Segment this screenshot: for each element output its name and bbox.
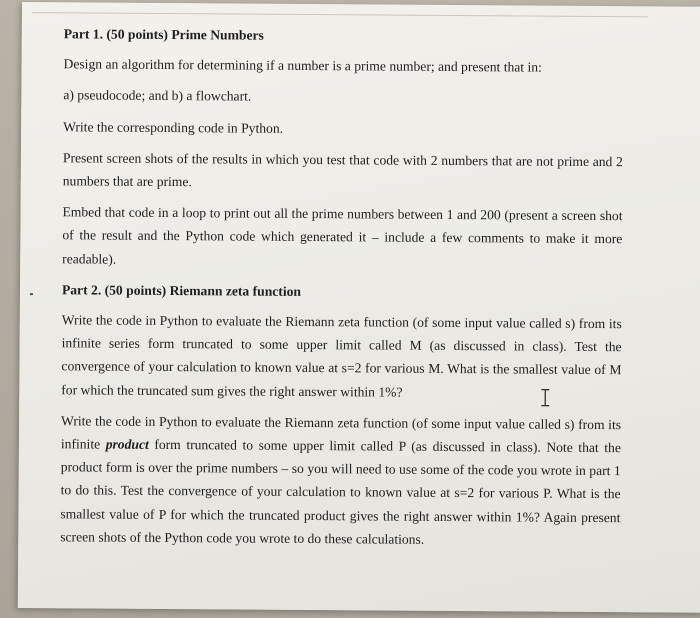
part1-paragraph-2: a) pseudocode; and b) a flowchart. — [63, 87, 252, 105]
part1-paragraph-3: Write the corresponding code in Python. — [63, 118, 284, 136]
paper-page — [18, 2, 700, 613]
part2-paragraph-2 — [60, 409, 621, 552]
product-emphasis: product — [105, 436, 149, 452]
part1-paragraph-5: Embed that code in a loop to print out all the prime numbers between 1 and 200 (present a screen shot of the result and the Python code which generated it – include a few comments to make it more readable). — [62, 204, 623, 267]
top-rule — [32, 12, 648, 17]
part2-paragraph-2-end: form truncated to some upper limit called P (as discussed in class). Note that the product form is over the prime numbers – so you will need to use some of the code you wrote in part 1 to do this. Test the convergence of your calculation to known value at s=2 for various P. What is the smallest value of P for which the truncated product gives the right answer within 1%? Again present screen shots of the Python code you wrote to do these calculations. — [60, 436, 621, 547]
part2-heading: Part 2. (50 points) Riemann zeta function — [61, 282, 302, 299]
assignment-text — [60, 22, 624, 552]
text-cursor-icon — [539, 389, 551, 407]
part2-paragraph-2-start: Write the code in Python to evaluate the Riemann zeta function (of some input value called s) from its infinite — [60, 413, 622, 452]
part1-paragraph-1: Design an algorithm for determining if a number is a prime number; and present that in: — [63, 56, 542, 75]
part2-paragraph-1: Write the code in Python to evaluate the Riemann zeta function (of some input value called s) from its infinite series form truncated to some upper limit called M (as discussed in class). Test the convergence of your calculation to known value at s=2 for various M. What is the smallest value of M for which the truncated sum gives the right answer within 1%? — [61, 312, 622, 400]
part1-heading: Part 1. (50 points) Prime Numbers — [63, 26, 264, 43]
margin-mark — [30, 293, 33, 295]
part1-paragraph-4: Present screen shots of the results in which you test that code with 2 numbers that are not prime and 2 numbers that are prime. — [62, 150, 623, 190]
